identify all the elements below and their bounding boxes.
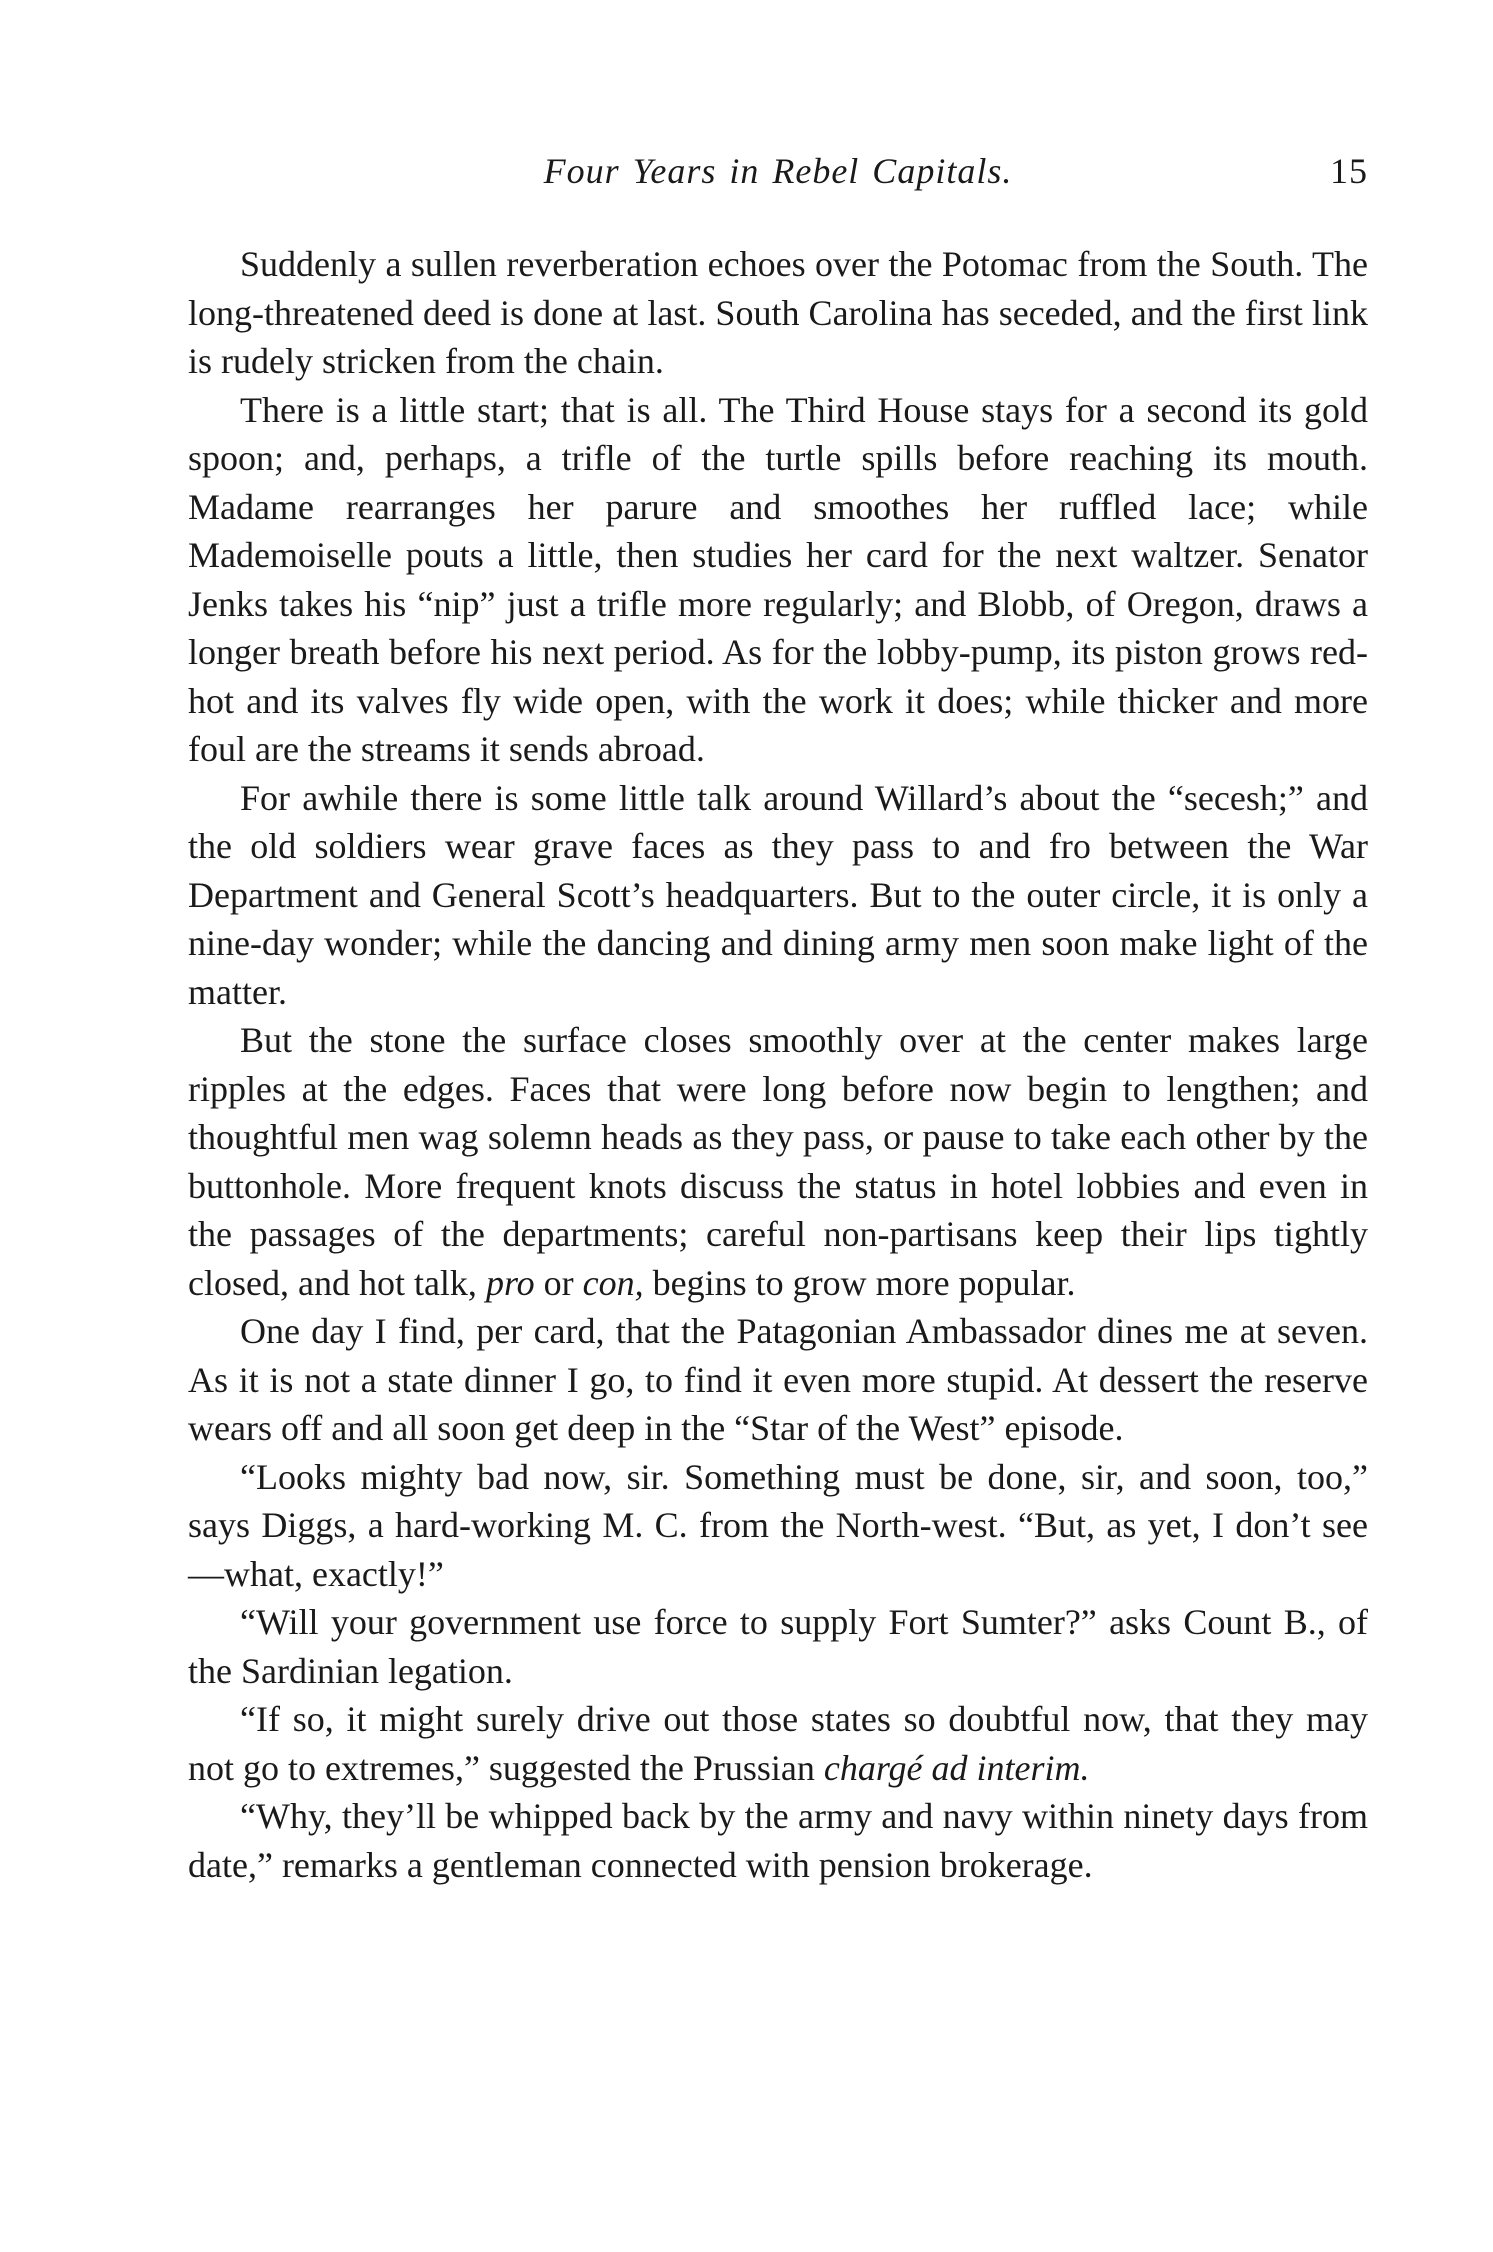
page-number: 15	[1330, 151, 1368, 191]
paragraph-secesh-talk: For awhile there is some little talk around Willard’s about the “secesh;” and the old soldiers wear grave faces as they pass to and fro between the War Department and General Scott’s headquarters. But to the outer circle, it is only a nine-day wonder; while the dancing and dining army men soon make light of the matter.	[188, 777, 1368, 1012]
paragraph-prussian-text: “If so, it might surely drive out those states so doubtful now, that they may not go to extremes,” suggested the Prussian	[188, 1699, 1368, 1788]
paragraph-pension-broker: “Why, they’ll be whipped back by the army and navy within ninety days from date,” remarks a gentleman connected with pension brokerage.	[188, 1796, 1368, 1885]
body-text	[188, 240, 1368, 1889]
running-title: Four Years in Rebel Capitals.	[543, 151, 1013, 191]
paragraph-count-b: “Will your government use force to supply Fort Sumter?” asks Count B., of the Sardinian legation.	[188, 1602, 1368, 1691]
word-or: or	[534, 1262, 583, 1303]
running-head	[188, 150, 1368, 210]
italic-charge-ad-interim: chargé ad interim.	[823, 1747, 1090, 1788]
paragraph-ripples	[188, 1016, 1368, 1307]
paragraph-third-house: There is a little start; that is all. The Third House stays for a second its gold spoon; and, perhaps, a trifle of the turtle spills before reaching its mouth. Madame rearranges her parure and smoothes her ruffled lace; while Mademoiselle pouts a little, then studies her card for the next waltzer. Senator Jenks takes his “nip” just a trifle more regularly; and Blobb, of Oregon, draws a longer breath before his next period. As for the lobby-pump, its piston grows red-hot and its valves fly wide open, with the work it does; while thicker and more foul are the streams it sends abroad.	[188, 389, 1368, 769]
italic-pro: pro	[485, 1262, 535, 1303]
paragraph-dinner: One day I find, per card, that the Patagonian Ambassador dines me at seven. As it is not a state dinner I go, to find it even more stupid. At dessert the reserve wears off and all soon get deep in the “Star of the West” episode.	[188, 1311, 1368, 1448]
paragraph-secession: Suddenly a sullen reverberation echoes over the Potomac from the South. The long-threatened deed is done at last. South Carolina has seceded, and the first link is rudely stricken from the chain.	[188, 244, 1368, 381]
paragraph-diggs: “Looks mighty bad now, sir. Something must be done, sir, and soon, too,” says Diggs, a hard-working M. C. from the North-west. “But, as yet, I don’t see—what, exactly!”	[188, 1456, 1368, 1594]
paragraph-ripples-text: But the stone the surface closes smoothly over at the center makes large ripples at the edges. Faces that were long before now begin to lengthen; and thoughtful men wag solemn heads as they pass, or pause to take each other by the buttonhole. More frequent knots discuss the status in hotel lobbies and even in the passages of the departments; careful non-partisans keep their lips tightly closed, and hot talk,	[188, 1020, 1368, 1303]
italic-con: con,	[582, 1262, 644, 1303]
paragraph-prussian	[188, 1695, 1368, 1792]
paragraph-ripples-end: begins to grow more popular.	[643, 1262, 1076, 1303]
